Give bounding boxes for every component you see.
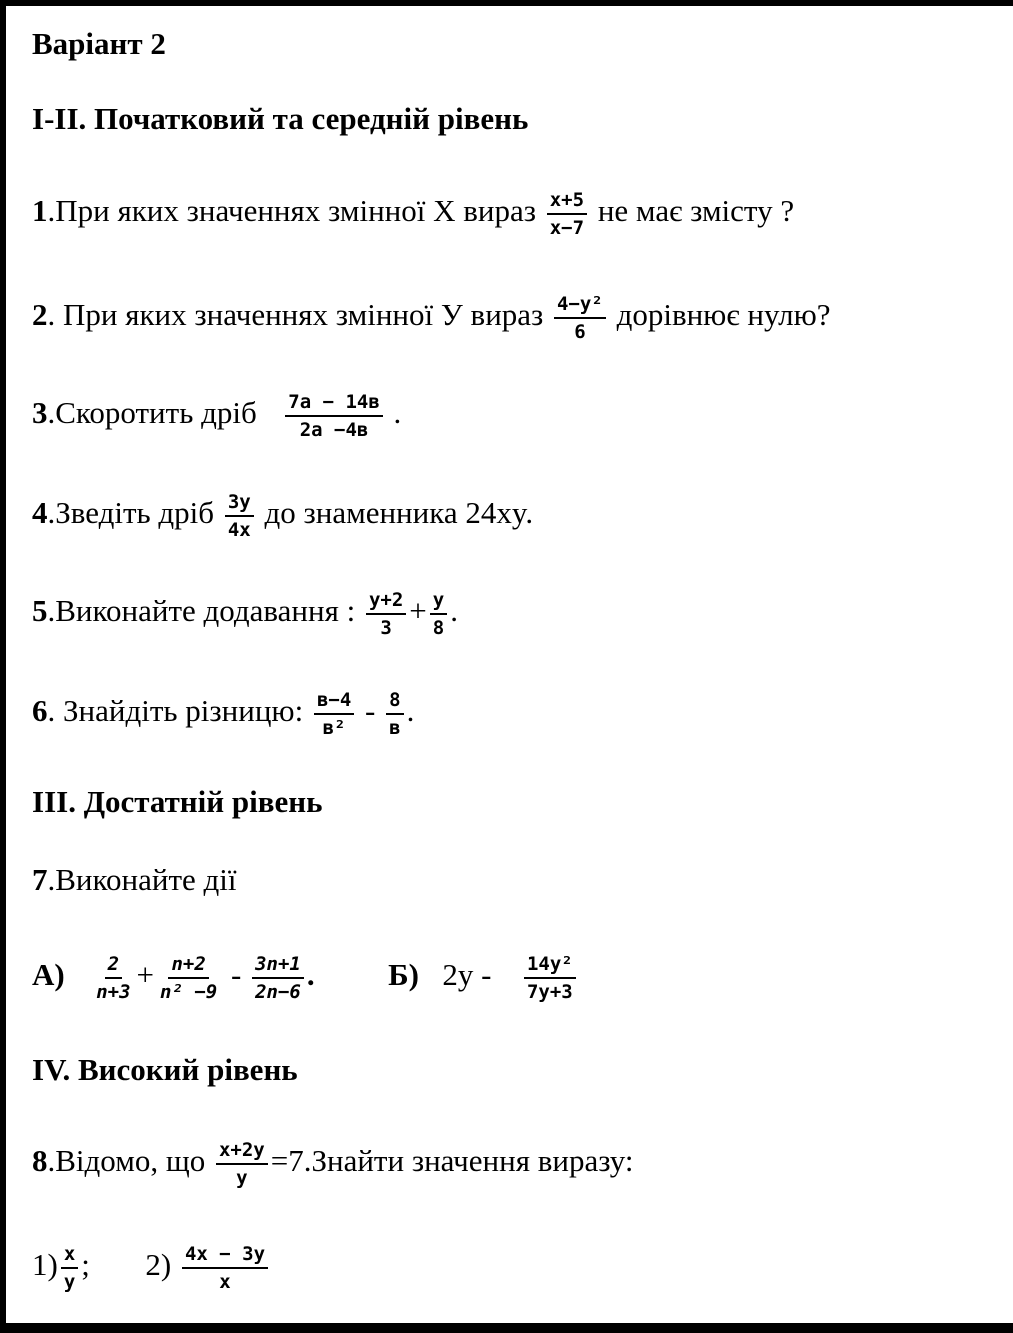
numerator: 4x − 3y	[182, 1243, 268, 1269]
question-number: 2	[32, 297, 48, 333]
question-number: 4	[32, 495, 48, 531]
question-text-end: .	[406, 693, 415, 729]
question-1	[32, 189, 794, 239]
sub-label-1: 1)	[32, 1247, 58, 1283]
section-heading-4: IV. Високий рівень	[32, 1052, 298, 1087]
numerator: y+2	[366, 589, 406, 615]
variant-title: Варіант 2	[32, 26, 166, 61]
fraction	[61, 1243, 78, 1293]
denominator: 2n−6	[255, 981, 301, 1003]
question-number: 3	[32, 395, 48, 431]
question-4	[32, 491, 533, 541]
question-7-parts	[32, 953, 579, 1003]
question-8-subparts	[32, 1243, 271, 1293]
denominator: 2a −4в	[299, 419, 369, 441]
fraction	[554, 293, 606, 343]
operator: -	[365, 693, 376, 729]
numerator: 3n+1	[252, 953, 304, 979]
question-number: 6	[32, 693, 48, 729]
numerator: 4−y²	[554, 293, 606, 319]
question-number: 1	[32, 193, 48, 229]
fraction	[386, 689, 403, 739]
fraction	[366, 589, 406, 639]
fraction	[524, 953, 576, 1003]
sub-label-2: 2)	[145, 1247, 172, 1283]
separator: ;	[81, 1247, 90, 1283]
section-heading-1: I-II. Початковий та середній рівень	[32, 101, 529, 136]
denominator: 8	[432, 617, 445, 639]
denominator: 4x	[227, 519, 251, 541]
operator: +	[409, 593, 427, 629]
denominator: 7y+3	[526, 981, 573, 1003]
numerator: 7a − 14в	[285, 391, 383, 417]
question-6	[32, 689, 414, 739]
question-text-end: .	[393, 395, 402, 431]
question-3	[32, 391, 401, 441]
question-text: . Знайдіть різницю:	[47, 693, 304, 729]
section-heading-3: III. Достатній рівень	[32, 784, 323, 819]
fraction	[93, 953, 133, 1003]
numerator: 14y²	[524, 953, 576, 979]
question-text: .Виконайте дії	[47, 862, 237, 897]
numerator: 3y	[225, 491, 254, 517]
question-text-end: .	[450, 593, 458, 629]
fraction	[157, 953, 220, 1003]
denominator: в²	[322, 717, 346, 739]
denominator: y	[63, 1271, 76, 1293]
question-text: .Скоротить дріб	[47, 395, 257, 431]
fraction	[430, 589, 447, 639]
question-5	[32, 589, 458, 639]
end-mark: .	[306, 957, 315, 993]
question-text: . При яких значеннях змінної У вираз	[47, 297, 544, 333]
denominator: x	[219, 1271, 231, 1293]
part-a-label: А)	[32, 957, 65, 993]
fraction	[252, 953, 304, 1003]
question-text-end: до знаменника 24xy.	[264, 495, 534, 531]
numerator: x+2y	[216, 1139, 268, 1165]
denominator: 6	[574, 321, 586, 343]
denominator: y	[236, 1167, 248, 1189]
question-text-end: дорівнює нулю?	[616, 297, 831, 333]
question-7	[32, 860, 237, 900]
numerator: x	[61, 1243, 78, 1269]
denominator: n+3	[96, 981, 131, 1003]
fraction	[314, 689, 354, 739]
fraction	[225, 491, 254, 541]
numerator: 2	[105, 953, 122, 979]
question-text-end: =7.Знайти значення виразу:	[270, 1143, 634, 1179]
operator: -	[230, 957, 242, 993]
numerator: n+2	[168, 953, 208, 979]
denominator: 3	[380, 617, 392, 639]
numerator: 8	[386, 689, 403, 715]
question-text-end: не має змісту ?	[597, 193, 795, 229]
fraction	[547, 189, 587, 239]
question-text: .Зведіть дріб	[47, 495, 215, 531]
fraction	[216, 1139, 268, 1189]
numerator: в−4	[314, 689, 354, 715]
question-number: 7	[32, 862, 48, 897]
part-b-label: Б)	[388, 957, 419, 993]
question-text: .Виконайте додавання :	[47, 593, 356, 629]
question-number: 8	[32, 1143, 48, 1179]
worksheet	[6, 6, 1013, 1323]
question-text: .При яких значеннях змінної X вираз	[47, 193, 536, 229]
question-number: 5	[32, 593, 48, 629]
question-2	[32, 293, 831, 343]
denominator: в	[389, 717, 401, 739]
fraction	[182, 1243, 268, 1293]
part-b-text: 2y -	[442, 957, 492, 993]
question-8	[32, 1139, 634, 1189]
numerator: y	[430, 589, 447, 615]
question-text: .Відомо, що	[47, 1143, 206, 1179]
operator: +	[136, 957, 155, 993]
fraction	[285, 391, 383, 441]
numerator: x+5	[547, 189, 587, 215]
denominator: n² −9	[160, 981, 218, 1003]
denominator: x−7	[549, 217, 585, 239]
